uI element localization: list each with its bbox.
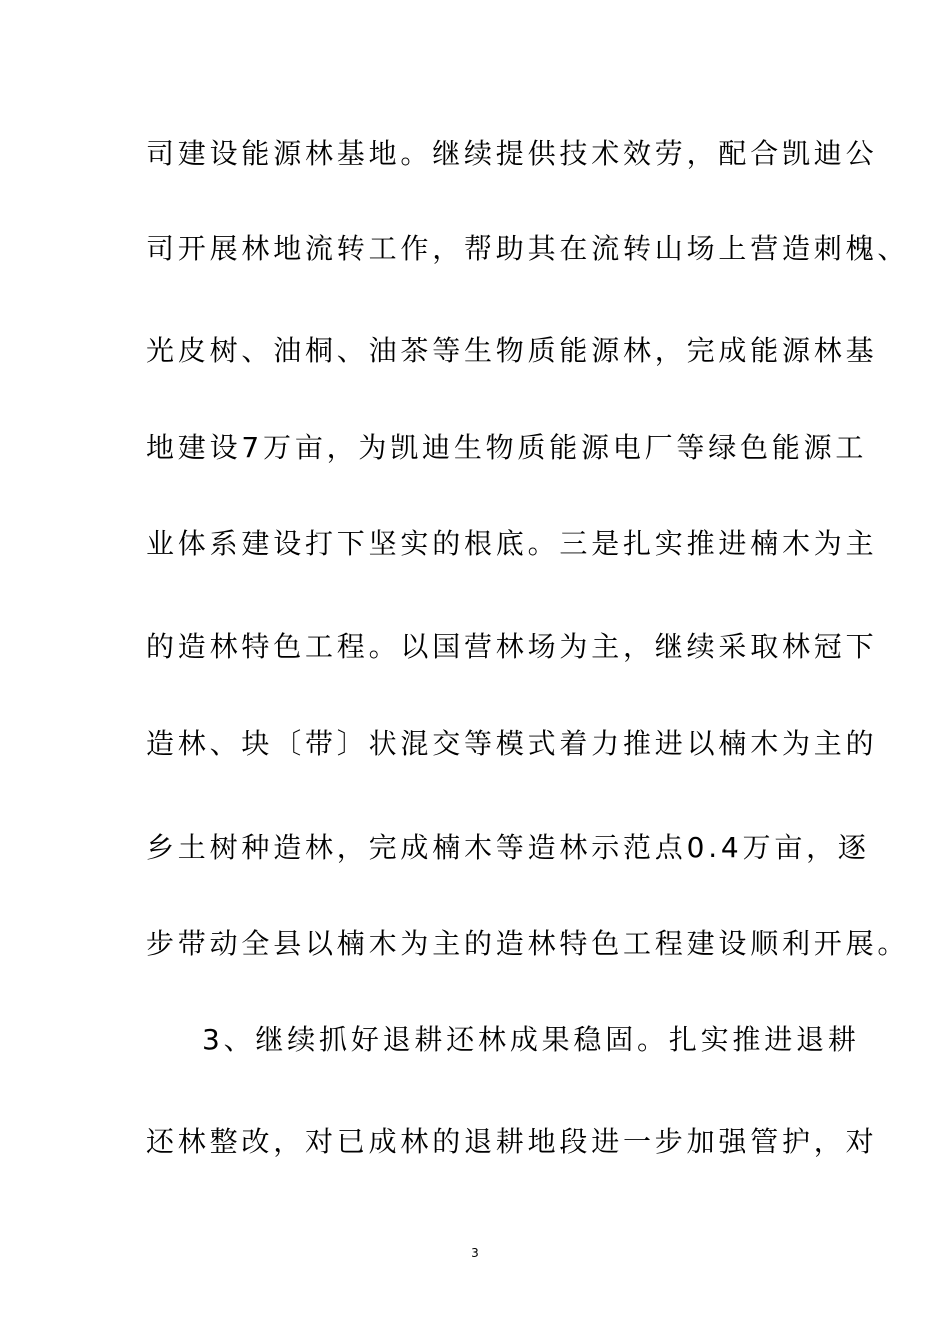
body-text-line: 业体系建设打下坚实的根底。三是扎实推进楠木为主 xyxy=(146,527,878,560)
body-text-line: 步带动全县以楠木为主的造林特色工程建设顺利开展。 xyxy=(146,927,910,960)
body-text-line: 乡土树种造林，完成楠木等造林示范点0.4万亩，逐 xyxy=(146,831,870,864)
body-text-line: 司建设能源林基地。继续提供技术效劳，配合凯迪公 xyxy=(146,137,878,170)
paragraph-start-line: 3、继续抓好退耕还林成果稳固。扎实推进退耕 xyxy=(202,1023,860,1056)
body-text-line: 光皮树、油桐、油茶等生物质能源林，完成能源林基 xyxy=(146,334,878,367)
body-text-line: 司开展林地流转工作，帮助其在流转山场上营造刺槐、 xyxy=(146,232,910,265)
page-number: 3 xyxy=(471,1246,479,1260)
body-text-line: 还林整改，对已成林的退耕地段进一步加强管护，对 xyxy=(146,1125,878,1158)
body-text-line: 造林、块〔带〕状混交等模式着力推进以楠木为主的 xyxy=(146,727,878,760)
body-text-line: 地建设7万亩，为凯迪生物质能源电厂等绿色能源工 xyxy=(146,431,868,464)
body-text-line: 的造林特色工程。以国营林场为主，继续采取林冠下 xyxy=(146,630,878,663)
